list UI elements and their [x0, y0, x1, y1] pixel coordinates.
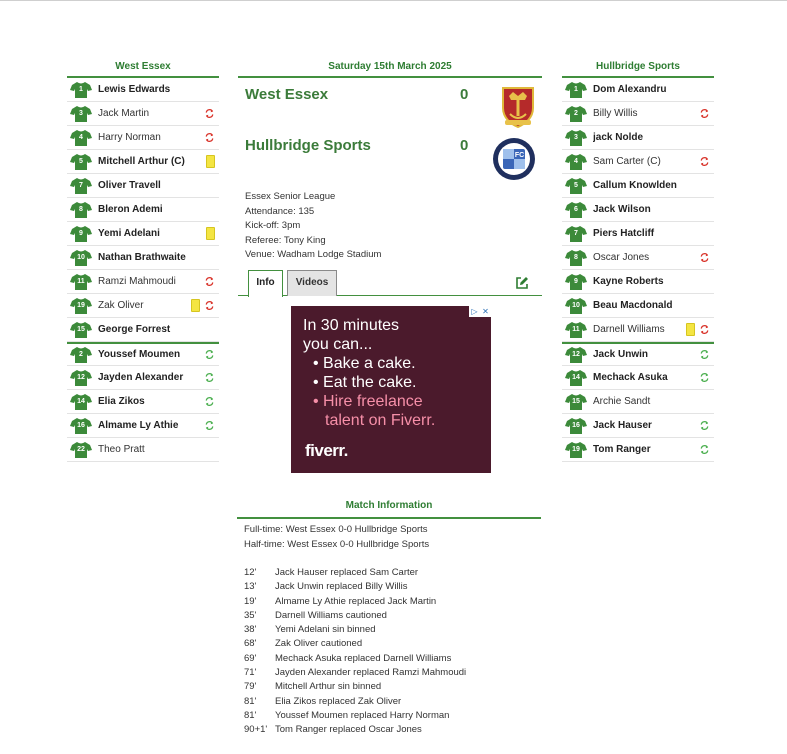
player-events [699, 252, 710, 263]
shirt-icon [70, 369, 92, 387]
substituted-off-icon [204, 300, 215, 311]
player-events [206, 155, 215, 168]
player-name[interactable]: Yemi Adelani [98, 228, 160, 239]
player-row[interactable] [67, 174, 219, 198]
player-row[interactable] [562, 318, 714, 342]
event-text: Almame Ly Athie replaced Jack Martin [275, 595, 437, 607]
top-border [0, 0, 787, 1]
shirt-number: 1 [79, 85, 83, 93]
player-name[interactable]: Archie Sandt [593, 396, 651, 407]
substituted-off-icon [699, 252, 710, 263]
player-name[interactable]: jack Nolde [593, 132, 644, 143]
ad-text [303, 316, 435, 430]
substituted-on-icon [699, 444, 710, 455]
player-events [204, 396, 215, 407]
player-name[interactable]: Nathan Brathwaite [98, 252, 186, 263]
shirt-number: 16 [77, 421, 85, 429]
event-text: Mechack Asuka replaced Darnell Williams [275, 652, 452, 664]
ad-line: In 30 minutes [303, 317, 400, 334]
player-row[interactable] [562, 342, 714, 366]
shirt-number: 4 [79, 133, 83, 141]
event-minute: 13' [244, 581, 257, 593]
svg-text:FC: FC [514, 152, 525, 159]
away-lineup [562, 58, 714, 462]
shirt-icon [70, 297, 92, 315]
substituted-off-icon [699, 324, 710, 335]
edit-icon[interactable] [515, 276, 529, 290]
attendance: Attendance: 135 [245, 205, 315, 217]
shirt-icon [565, 153, 587, 171]
event-minute: 79' [244, 681, 257, 693]
shirt-icon [565, 321, 587, 339]
home-score-row [238, 86, 542, 116]
player-events [699, 156, 710, 167]
player-events [204, 132, 215, 143]
shirt-icon [565, 249, 587, 267]
player-name[interactable]: Mechack Asuka [593, 372, 668, 383]
substituted-on-icon [204, 349, 215, 360]
event-text: Jayden Alexander replaced Ramzi Mahmoudi [275, 667, 467, 679]
shirt-icon [565, 417, 587, 435]
shirt-icon [70, 153, 92, 171]
player-row[interactable] [562, 438, 714, 462]
player-name[interactable]: Billy Willis [593, 108, 638, 119]
event-text: Elia Zikos replaced Zak Oliver [275, 695, 402, 707]
shirt-number: 10 [77, 253, 85, 261]
player-row[interactable] [67, 414, 219, 438]
substituted-on-icon [204, 420, 215, 431]
player-events [204, 108, 215, 119]
substituted-on-icon [699, 372, 710, 383]
shirt-number: 8 [79, 205, 83, 213]
tab-info[interactable]: Info [248, 270, 283, 297]
player-name[interactable]: Dom Alexandru [593, 84, 667, 95]
player-name[interactable]: Almame Ly Athie [98, 420, 179, 431]
player-name[interactable]: Theo Pratt [98, 444, 145, 455]
shirt-number: 5 [574, 181, 578, 189]
shirt-icon [565, 177, 587, 195]
event-item [244, 595, 541, 609]
player-name[interactable]: Sam Carter (C) [593, 156, 661, 167]
player-row[interactable] [562, 366, 714, 390]
event-item [244, 637, 541, 651]
shirt-number: 22 [77, 445, 85, 453]
shirt-number: 2 [79, 350, 83, 358]
player-events [204, 276, 215, 287]
player-row[interactable] [562, 390, 714, 414]
shirt-icon [70, 105, 92, 123]
match-date: Saturday 15th March 2025 [238, 58, 542, 78]
player-row[interactable] [67, 222, 219, 246]
player-row[interactable] [67, 366, 219, 390]
player-events [699, 349, 710, 360]
player-events [699, 444, 710, 455]
substituted-off-icon [204, 132, 215, 143]
shirt-number: 14 [77, 397, 85, 405]
player-row[interactable] [67, 390, 219, 414]
player-events [699, 372, 710, 383]
event-text: Youssef Moumen replaced Harry Norman [275, 709, 450, 721]
match-information-title: Match Information [237, 499, 541, 519]
shirt-number: 7 [574, 229, 578, 237]
player-name[interactable]: Oliver Travell [98, 180, 161, 191]
shirt-number: 9 [574, 277, 578, 285]
player-name[interactable]: Piers Hatcliff [593, 228, 655, 239]
home-lineup [67, 58, 219, 462]
match-events [244, 566, 541, 738]
event-minute: 90+1' [244, 724, 268, 736]
player-events [204, 372, 215, 383]
player-row[interactable] [67, 78, 219, 102]
player-row[interactable] [562, 126, 714, 150]
player-name[interactable]: Jack Martin [98, 108, 150, 119]
player-row[interactable] [562, 198, 714, 222]
yellow-card-icon [686, 323, 695, 336]
yellow-card-icon [191, 299, 200, 312]
player-row[interactable] [67, 294, 219, 318]
away-team-name[interactable]: Hullbridge Sports [245, 137, 371, 154]
event-minute: 68' [244, 638, 257, 650]
shirt-number: 7 [79, 181, 83, 189]
ad-line: • Hire freelance [313, 393, 423, 410]
away-team-heading[interactable]: Hullbridge Sports [562, 58, 714, 78]
event-item [244, 723, 541, 737]
shirt-icon [565, 346, 587, 364]
player-name[interactable]: Jack Unwin [593, 349, 649, 360]
event-item [244, 580, 541, 594]
player-row[interactable] [67, 438, 219, 462]
shirt-number: 11 [572, 325, 580, 333]
hullbridge-sports-crest-icon [492, 137, 536, 181]
event-minute: 81' [244, 709, 257, 721]
player-name[interactable]: Beau Macdonald [593, 300, 673, 311]
shirt-icon [70, 321, 92, 339]
player-row[interactable] [67, 318, 219, 342]
home-team-name[interactable]: West Essex [245, 86, 329, 103]
event-minute: 19' [244, 595, 257, 607]
event-text: Darnell Williams cautioned [275, 609, 387, 621]
player-name[interactable]: Ramzi Mahmoudi [98, 276, 176, 287]
player-row[interactable] [67, 102, 219, 126]
player-events [191, 299, 215, 312]
away-player-list [562, 78, 714, 462]
ad-line: • Bake a cake. [313, 355, 416, 372]
shirt-number: 6 [574, 205, 578, 213]
substituted-on-icon [699, 420, 710, 431]
player-name[interactable]: Darnell Williams [593, 324, 665, 335]
event-text: Yemi Adelani sin binned [275, 624, 376, 636]
shirt-icon [565, 393, 587, 411]
player-name[interactable]: Jack Wilson [593, 204, 651, 215]
player-name[interactable]: Harry Norman [98, 132, 161, 143]
player-name[interactable]: Mitchell Arthur (C) [98, 156, 185, 167]
player-row[interactable] [562, 222, 714, 246]
shirt-number: 19 [77, 301, 85, 309]
away-score: 0 [460, 137, 469, 154]
player-row[interactable] [562, 174, 714, 198]
west-essex-crest-icon [501, 86, 535, 128]
shirt-number: 11 [77, 277, 85, 285]
player-name[interactable]: Jayden Alexander [98, 372, 184, 383]
player-name[interactable]: Jack Hauser [593, 420, 652, 431]
player-name[interactable]: Zak Oliver [98, 300, 144, 311]
ad-line: • Eat the cake. [313, 374, 417, 391]
player-name[interactable]: Elia Zikos [98, 396, 145, 407]
event-minute: 81' [244, 695, 257, 707]
event-item [244, 680, 541, 694]
shirt-icon [70, 81, 92, 99]
shirt-number: 15 [572, 397, 580, 405]
shirt-icon [70, 201, 92, 219]
tab-videos[interactable]: Videos [287, 270, 337, 296]
event-item [244, 695, 541, 709]
player-name[interactable]: Bleron Ademi [98, 204, 163, 215]
player-name[interactable]: Kayne Roberts [593, 276, 664, 287]
match-details [245, 190, 381, 263]
match-information [237, 499, 541, 738]
event-item [244, 666, 541, 680]
shirt-icon [565, 201, 587, 219]
event-minute: 12' [244, 567, 257, 578]
player-events [699, 420, 710, 431]
shirt-icon [565, 105, 587, 123]
event-item [244, 609, 541, 623]
event-minute: 69' [244, 652, 257, 664]
player-events [699, 108, 710, 119]
event-text: Tom Ranger replaced Oscar Jones [275, 724, 422, 736]
player-name[interactable]: Lewis Edwards [98, 84, 171, 95]
event-text: Jack Hauser replaced Sam Carter [275, 567, 419, 578]
substituted-off-icon [204, 108, 215, 119]
substituted-on-icon [204, 396, 215, 407]
shirt-icon [565, 129, 587, 147]
shirt-icon [70, 346, 92, 364]
fiverr-logo: fiverr. [305, 441, 348, 460]
ad-info-icon[interactable]: ▷ [471, 307, 478, 316]
shirt-icon [70, 393, 92, 411]
shirt-number: 9 [79, 229, 83, 237]
event-item [244, 652, 541, 666]
shirt-icon [70, 129, 92, 147]
fulltime-result: Full-time: West Essex 0-0 Hullbridge Sports [244, 524, 428, 535]
player-events [686, 323, 710, 336]
shirt-number: 3 [574, 133, 578, 141]
shirt-icon [70, 225, 92, 243]
player-row[interactable] [562, 270, 714, 294]
competition[interactable]: Essex Senior League [245, 191, 336, 202]
player-row[interactable] [562, 102, 714, 126]
referee: Referee: Tony King [245, 234, 326, 246]
match-center [238, 58, 542, 288]
home-player-list [67, 78, 219, 462]
shirt-icon [70, 441, 92, 459]
yellow-card-icon [206, 227, 215, 240]
shirt-icon [70, 417, 92, 435]
shirt-number: 16 [572, 421, 580, 429]
shirt-number: 12 [77, 373, 85, 381]
shirt-number: 3 [79, 109, 83, 117]
event-minute: 35' [244, 609, 257, 621]
ad-line: you can... [303, 336, 373, 353]
home-team-heading[interactable]: West Essex [67, 58, 219, 78]
advertisement[interactable] [291, 306, 491, 473]
shirt-number: 4 [574, 157, 578, 165]
player-row[interactable] [67, 246, 219, 270]
player-row[interactable] [67, 150, 219, 174]
tab-bar [238, 270, 542, 296]
event-item [244, 709, 541, 723]
substituted-off-icon [204, 276, 215, 287]
event-text: Zak Oliver cautioned [275, 638, 363, 650]
shirt-icon [565, 225, 587, 243]
player-events [206, 227, 215, 240]
player-name[interactable]: Callum Knowlden [593, 180, 677, 191]
shirt-number: 12 [572, 350, 580, 358]
halftime-result: Half-time: West Essex 0-0 Hullbridge Sports [244, 538, 430, 550]
shirt-number: 10 [572, 301, 580, 309]
substituted-off-icon [699, 108, 710, 119]
shirt-icon [70, 273, 92, 291]
player-row[interactable] [562, 78, 714, 102]
event-minute: 38' [244, 624, 257, 636]
player-name[interactable]: Oscar Jones [593, 252, 650, 263]
event-item [244, 623, 541, 637]
ad-line: talent on Fiverr. [325, 412, 436, 429]
player-name[interactable]: Youssef Moumen [98, 349, 181, 360]
shirt-number: 14 [572, 373, 580, 381]
player-row[interactable] [562, 414, 714, 438]
player-name[interactable]: George Forrest [98, 324, 171, 335]
ad-close-icon[interactable]: ✕ [482, 307, 489, 316]
player-row[interactable] [67, 198, 219, 222]
player-row[interactable] [562, 246, 714, 270]
player-events [204, 349, 215, 360]
player-row[interactable] [67, 342, 219, 366]
substituted-on-icon [699, 349, 710, 360]
event-minute: 71' [244, 667, 257, 679]
event-text: Jack Unwin replaced Billy Willis [275, 581, 408, 593]
player-name[interactable]: Tom Ranger [593, 444, 651, 455]
player-row[interactable] [67, 126, 219, 150]
substituted-off-icon [699, 156, 710, 167]
ad-choices[interactable] [469, 306, 491, 317]
match-summary [244, 523, 541, 552]
shirt-number: 2 [574, 109, 578, 117]
shirt-number: 5 [79, 157, 83, 165]
player-row[interactable] [562, 294, 714, 318]
shirt-icon [70, 177, 92, 195]
shirt-icon [565, 369, 587, 387]
shirt-icon [565, 297, 587, 315]
shirt-number: 15 [77, 325, 85, 333]
shirt-icon [565, 273, 587, 291]
substituted-on-icon [204, 372, 215, 383]
shirt-icon [70, 249, 92, 267]
home-score: 0 [460, 86, 469, 103]
shirt-number: 8 [574, 253, 578, 261]
shirt-number: 1 [574, 85, 578, 93]
shirt-icon [565, 441, 587, 459]
shirt-icon [565, 81, 587, 99]
player-row[interactable] [67, 270, 219, 294]
shirt-number: 19 [572, 445, 580, 453]
kickoff: Kick-off: 3pm [245, 220, 301, 231]
player-row[interactable] [562, 150, 714, 174]
event-text: Mitchell Arthur sin binned [275, 681, 382, 693]
venue[interactable]: Venue: Wadham Lodge Stadium [245, 249, 382, 260]
player-events [204, 420, 215, 431]
event-item [244, 566, 541, 580]
yellow-card-icon [206, 155, 215, 168]
